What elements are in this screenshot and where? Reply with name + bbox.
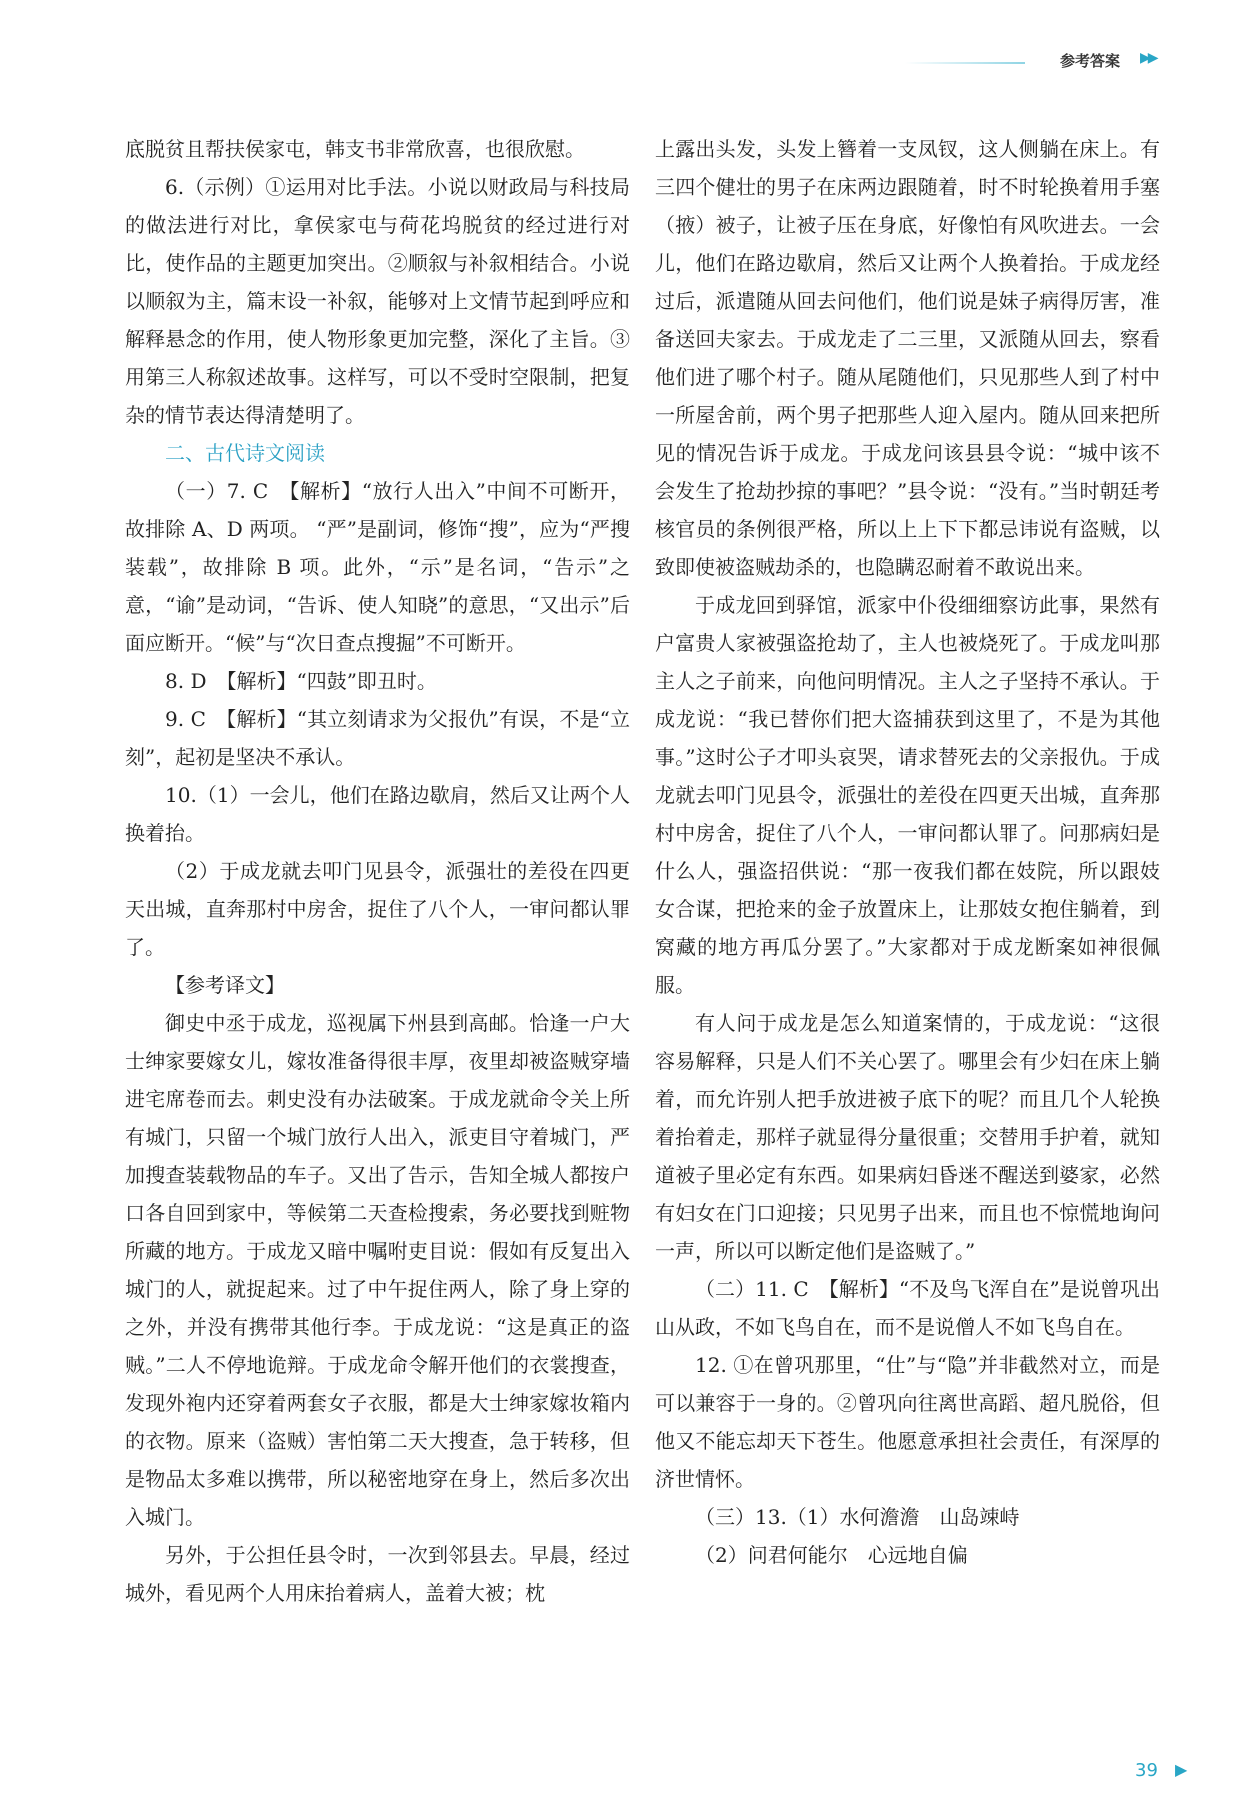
paragraph: 8. D 【解析】“四鼓”即丑时。 xyxy=(165,669,437,693)
paragraph: 于成龙回到驿馆，派家中仆役细细察访此事，果然有户富贵人家被强盗抢劫了，主人也被烧死了。于成龙叫那主人之子前来，向他问明情况。主人之子坚持不承认。于成龙说：“我已替你们把大盗捕获到这里了，不是为其他事。”这时公子才叩头哀哭，请求替死去的父亲报仇。于成龙就去叩门见县令，派强壮的差役在四更天出城，直奔那村中房舍，捉住了八个人，一审问都认罪了。问那病妇是什么人，强盗招供说：“那一夜我们都在妓院，所以跟妓女合谋，把抢来的金子放置床上，让那妓女抱住躺着，到窝藏的地方再瓜分罢了。”大家都对于成龙断案如神很佩服。 xyxy=(655,593,1160,997)
paragraph: 10.（1）一会儿，他们在路边歇肩，然后又让两个人换着抬。 xyxy=(125,783,630,845)
paragraph: （2）于成龙就去叩门见县令，派强壮的差役在四更天出城，直奔那村中房舍，捉住了八个人，一审问都认罪了。 xyxy=(125,859,630,959)
paragraph: 有人问于成龙是怎么知道案情的，于成龙说：“这很容易解释，只是人们不关心罢了。哪里会有少妇在床上躺着，而允许别人把手放进被子底下的呢？而且几个人轮换着抬着走，那样子就显得分量很重；交替用手护着，就知道被子里必定有东西。如果病妇昏迷不醒送到婆家，必然有妇女在门口迎接；只见男子出来，而且也不惊慌地询问一声，所以可以断定他们是盗贼了。” xyxy=(655,1011,1160,1263)
section-heading: 二、古代诗文阅读 xyxy=(165,441,325,465)
paragraph: 【参考译文】 xyxy=(165,973,285,997)
left-text-column xyxy=(125,130,630,1612)
header-rule xyxy=(905,62,1025,64)
paragraph: 底脱贫且帮扶侯家屯，韩支书非常欣喜，也很欣慰。 xyxy=(125,137,585,161)
paragraph: （二）11. C 【解析】“不及鸟飞浑自在”是说曾巩出山从政，不如飞鸟自在，而不是说僧人不如飞鸟自在。 xyxy=(655,1277,1160,1339)
page-number: 39 xyxy=(1135,1760,1158,1781)
paragraph: （2）问君何能尔 心远地自偏 xyxy=(695,1543,968,1567)
paragraph: 6.（示例）①运用对比手法。小说以财政局与科技局的做法进行对比，拿侯家屯与荷花坞脱贫的经过进行对比，使作品的主题更加突出。②顺叙与补叙相结合。小说以顺叙为主，篇末设一补叙，能够对上文情节起到呼应和解释悬念的作用，使人物形象更加完整，深化了主旨。③用第三人称叙述故事。这样写，可以不受时空限制，把复杂的情节表达得清楚明了。 xyxy=(125,175,630,427)
paragraph: 另外，于公担任县令时，一次到邻县去。早晨，经过城外，看见两个人用床抬着病人，盖着大被；枕 xyxy=(125,1543,630,1605)
right-text-column xyxy=(655,130,1160,1574)
paragraph: （一）7. C 【解析】“放行人出入”中间不可断开，故排除 A、D 两项。 “严”是副词，修饰“搜”，应为“严搜装载”，故排除 B 项。此外，“示”是名词，“告示”之意，“谕”是动词，“告诉、使人知晓”的意思，“又出示”后面应断开。“候”与“次日查点搜掘”不可断开。 xyxy=(125,479,630,655)
page-header-title: 参考答案 xyxy=(1060,52,1121,70)
paragraph: 上露出头发，头发上簪着一支凤钗，这人侧躺在床上。有三四个健壮的男子在床两边跟随着，时不时轮换着用手塞（掖）被子，让被子压在身底，好像怕有风吹进去。一会儿，他们在路边歇肩，然后又让两个人换着抬。于成龙经过后，派遣随从回去问他们，他们说是妹子病得厉害，准备送回夫家去。于成龙走了二三里，又派随从回去，察看他们进了哪个村子。随从尾随他们，只见那些人到了村中一所屋舍前，两个男子把那些人迎入屋内。随从回来把所见的情况告诉于成龙。于成龙问该县县令说：“城中该不会发生了抢劫抄掠的事吧？”县令说：“没有。”当时朝廷考核官员的条例很严格，所以上上下下都忌讳说有盗贼，以致即使被盗贼劫杀的，也隐瞒忍耐着不敢说出来。 xyxy=(655,137,1160,579)
arrow-right-icon: ▶ xyxy=(1175,1760,1188,1779)
paragraph: 9. C 【解析】“其立刻请求为父报仇”有误，不是“立刻”，起初是坚决不承认。 xyxy=(125,707,630,769)
paragraph: 御史中丞于成龙，巡视属下州县到高邮。恰逢一户大士绅家要嫁女儿，嫁妆准备得很丰厚，夜里却被盗贼穿墙进宅席卷而去。刺史没有办法破案。于成龙就命令关上所有城门，只留一个城门放行人出入，派吏目守着城门，严加搜查装载物品的车子。又出了告示，告知全城人都按户口各自回到家中，等候第二天查检搜索，务必要找到赃物所藏的地方。于成龙又暗中嘱咐吏目说：假如有反复出入城门的人，就捉起来。过了中午捉住两人，除了身上穿的之外，并没有携带其他行李。于成龙说：“这是真正的盗贼。”二人不停地诡辩。于成龙命令解开他们的衣裳搜查，发现外袍内还穿着两套女子衣服，都是大士绅家嫁妆箱内的衣物。原来（盗贼）害怕第二天大搜查，急于转移，但是物品太多难以携带，所以秘密地穿在身上，然后多次出入城门。 xyxy=(125,1011,630,1529)
paragraph: 12. ①在曾巩那里，“仕”与“隐”并非截然对立，而是可以兼容于一身的。②曾巩向往离世高蹈、超凡脱俗，但他又不能忘却天下苍生。他愿意承担社会责任，有深厚的济世情怀。 xyxy=(655,1353,1160,1491)
double-arrow-icon: ▶▶ xyxy=(1140,50,1156,66)
paragraph: （三）13.（1）水何澹澹 山岛竦峙 xyxy=(695,1505,1020,1529)
